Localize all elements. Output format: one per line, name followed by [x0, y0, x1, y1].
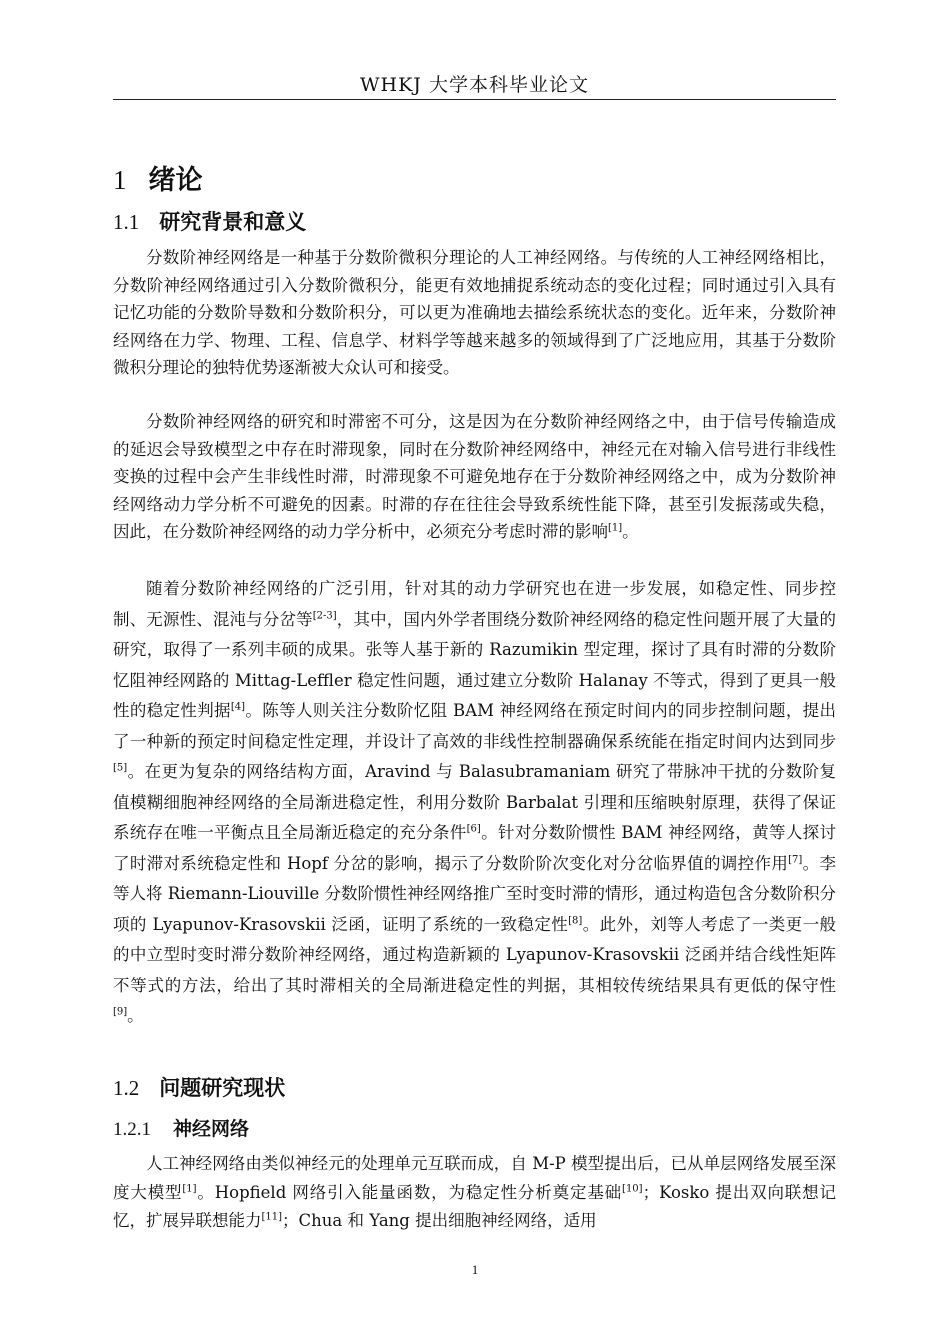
section-title: 问题研究现状 [159, 1076, 286, 1100]
citation-ref: [10] [622, 1183, 643, 1194]
paragraph-text: 。针对分数阶惯性 BAM 神经网络，黄等人探讨了时滞对系统稳定性和 Hopf 分岔的影响，揭示了分数阶阶次变化对分岔临界值的调控作用 [113, 823, 836, 873]
section-heading-1-2 [113, 1072, 285, 1102]
paragraph-text: 。 [127, 1006, 144, 1025]
paragraph-text: 分数阶神经网络的研究和时滞密不可分，这是因为在分数阶神经网络之中，由于信号传输造成的延迟会导致模型之中存在时滞现象，同时在分数阶神经网络中，神经元在对输入信号进行非线性变换的过程中会产生非线性时滞，时滞现象不可避免地存在于分数阶神经网络之中，成为分数阶神经网络动力学分析不可避免的因素。时滞的存在往往会导致系统性能下降，甚至引发振荡或失稳，因此，在分数阶神经网络的动力学分析中，必须充分考虑时滞的影响 [113, 412, 836, 541]
section-title: 研究背景和意义 [159, 210, 307, 234]
paragraph-text: 。李等人将 Riemann-Liouville 分数阶惯性神经网络推广至时变时滞的情形，通过构造包含分数阶积分项的 Lyapunov-Krasovskii 泛函，证明了系统的一致稳定性 [113, 853, 837, 934]
section-heading-1-1 [113, 206, 306, 236]
subsection-number: 1.2.1 [113, 1119, 151, 1140]
citation-ref: [5] [113, 762, 128, 774]
chapter-heading [113, 158, 203, 197]
citation-ref: [9] [113, 1006, 128, 1018]
chapter-title: 绪论 [148, 165, 203, 196]
citation-ref: [2-3] [312, 610, 337, 621]
paragraph-3 [113, 574, 836, 1032]
subsection-title: 神经网络 [173, 1118, 250, 1140]
citation-ref: [4] [230, 701, 246, 713]
paragraph-text: ；Kosko 提出双向联想记忆，扩展异联想能力 [113, 1182, 836, 1230]
paragraph-text: 人工神经网络由类似神经元的处理单元互联而成，自 M-P 模型提出后，已从单层网络发展至深度大模型 [113, 1154, 836, 1202]
paragraph-text: 。陈等人则关注分数阶忆阻 BAM 神经网络在预定时间内的同步控制问题，提出了一种新的预定时间稳定性定理，并设计了高效的非线性控制器确保系统能在指定时间内达到同步 [113, 701, 836, 751]
paragraph-text: 分数阶神经网络是一种基于分数阶微积分理论的人工神经网络。与传统的人工神经网络相比，分数阶神经网络通过引入分数阶微积分，能更有效地捕捉系统动态的变化过程；同时通过引入具有记忆功能的分数阶导数和分数阶积分，可以更为准确地去描绘系统状态的变化。近年来，分数阶神经网络在力学、物理、工程、信息学、材料学等越来越多的领域得到了广泛地应用，其基于分数阶微积分理论的独特优势逐渐被大众认可和接受。 [113, 248, 836, 377]
citation-ref: [1] [608, 522, 623, 534]
paragraph-1 [113, 244, 836, 382]
paragraph-text: 。Hopfield 网络引入能量函数，为稳定性分析奠定基础 [196, 1182, 623, 1202]
citation-ref: [7] [788, 854, 803, 865]
section-number: 1.1 [113, 210, 140, 234]
chapter-number: 1 [113, 165, 127, 195]
paragraph-text: 。此外，刘等人考虑了一类更一般的中立型时变时滞分数阶神经网络，通过构造新颖的 Lyapunov-Krasovskii 泛函并结合线性矩阵不等式的方法，给出了其时滞相关的全局渐进稳定性的判据，其相较传统结果具有更低的保守性 [113, 914, 836, 995]
citation-ref: [11] [261, 1211, 283, 1223]
citation-ref: [6] [466, 823, 481, 835]
paragraph-text: ；Chua 和 Yang 提出细胞神经网络，适用 [282, 1211, 597, 1230]
subsection-heading-1-2-1 [113, 1114, 249, 1141]
paragraph-text: ，其中，国内外学者围绕分数阶神经网络的稳定性问题开展了大量的研究，取得了一系列丰硕的成果。张等人基于新的 Razumikin 型定理，探讨了具有时滞的分数阶忆阻神经网路的 Mittag-Leffler 稳定性问题，通过建立分数阶 Halanay 不等式，得到了更具一般性的稳定性判据 [113, 609, 837, 720]
paragraph-4 [113, 1150, 836, 1236]
page-number: 1 [471, 1262, 479, 1277]
header-rule [113, 99, 836, 100]
section-number: 1.2 [113, 1076, 140, 1100]
paragraph-text: 随着分数阶神经网络的广泛引用，针对其的动力学研究也在进一步发展，如稳定性、同步控制、无源性、混沌与分岔等 [113, 579, 836, 629]
paragraph-text: 。在更为复杂的网络结构方面，Aravind 与 Balasubramaniam 研究了带脉冲干扰的分数阶复值模糊细胞神经网络的全局渐进稳定性，利用分数阶 Barbalat 引理和压缩映射原理，获得了保证系统存在唯一平衡点且全局渐近稳定的充分条件 [113, 762, 836, 842]
paragraph-2 [113, 408, 836, 546]
paragraph-text: 。 [622, 522, 639, 541]
citation-ref: [8] [568, 915, 583, 926]
citation-ref: [1] [182, 1183, 197, 1194]
page-header: WHKJ 大学本科毕业论文 [360, 74, 589, 96]
